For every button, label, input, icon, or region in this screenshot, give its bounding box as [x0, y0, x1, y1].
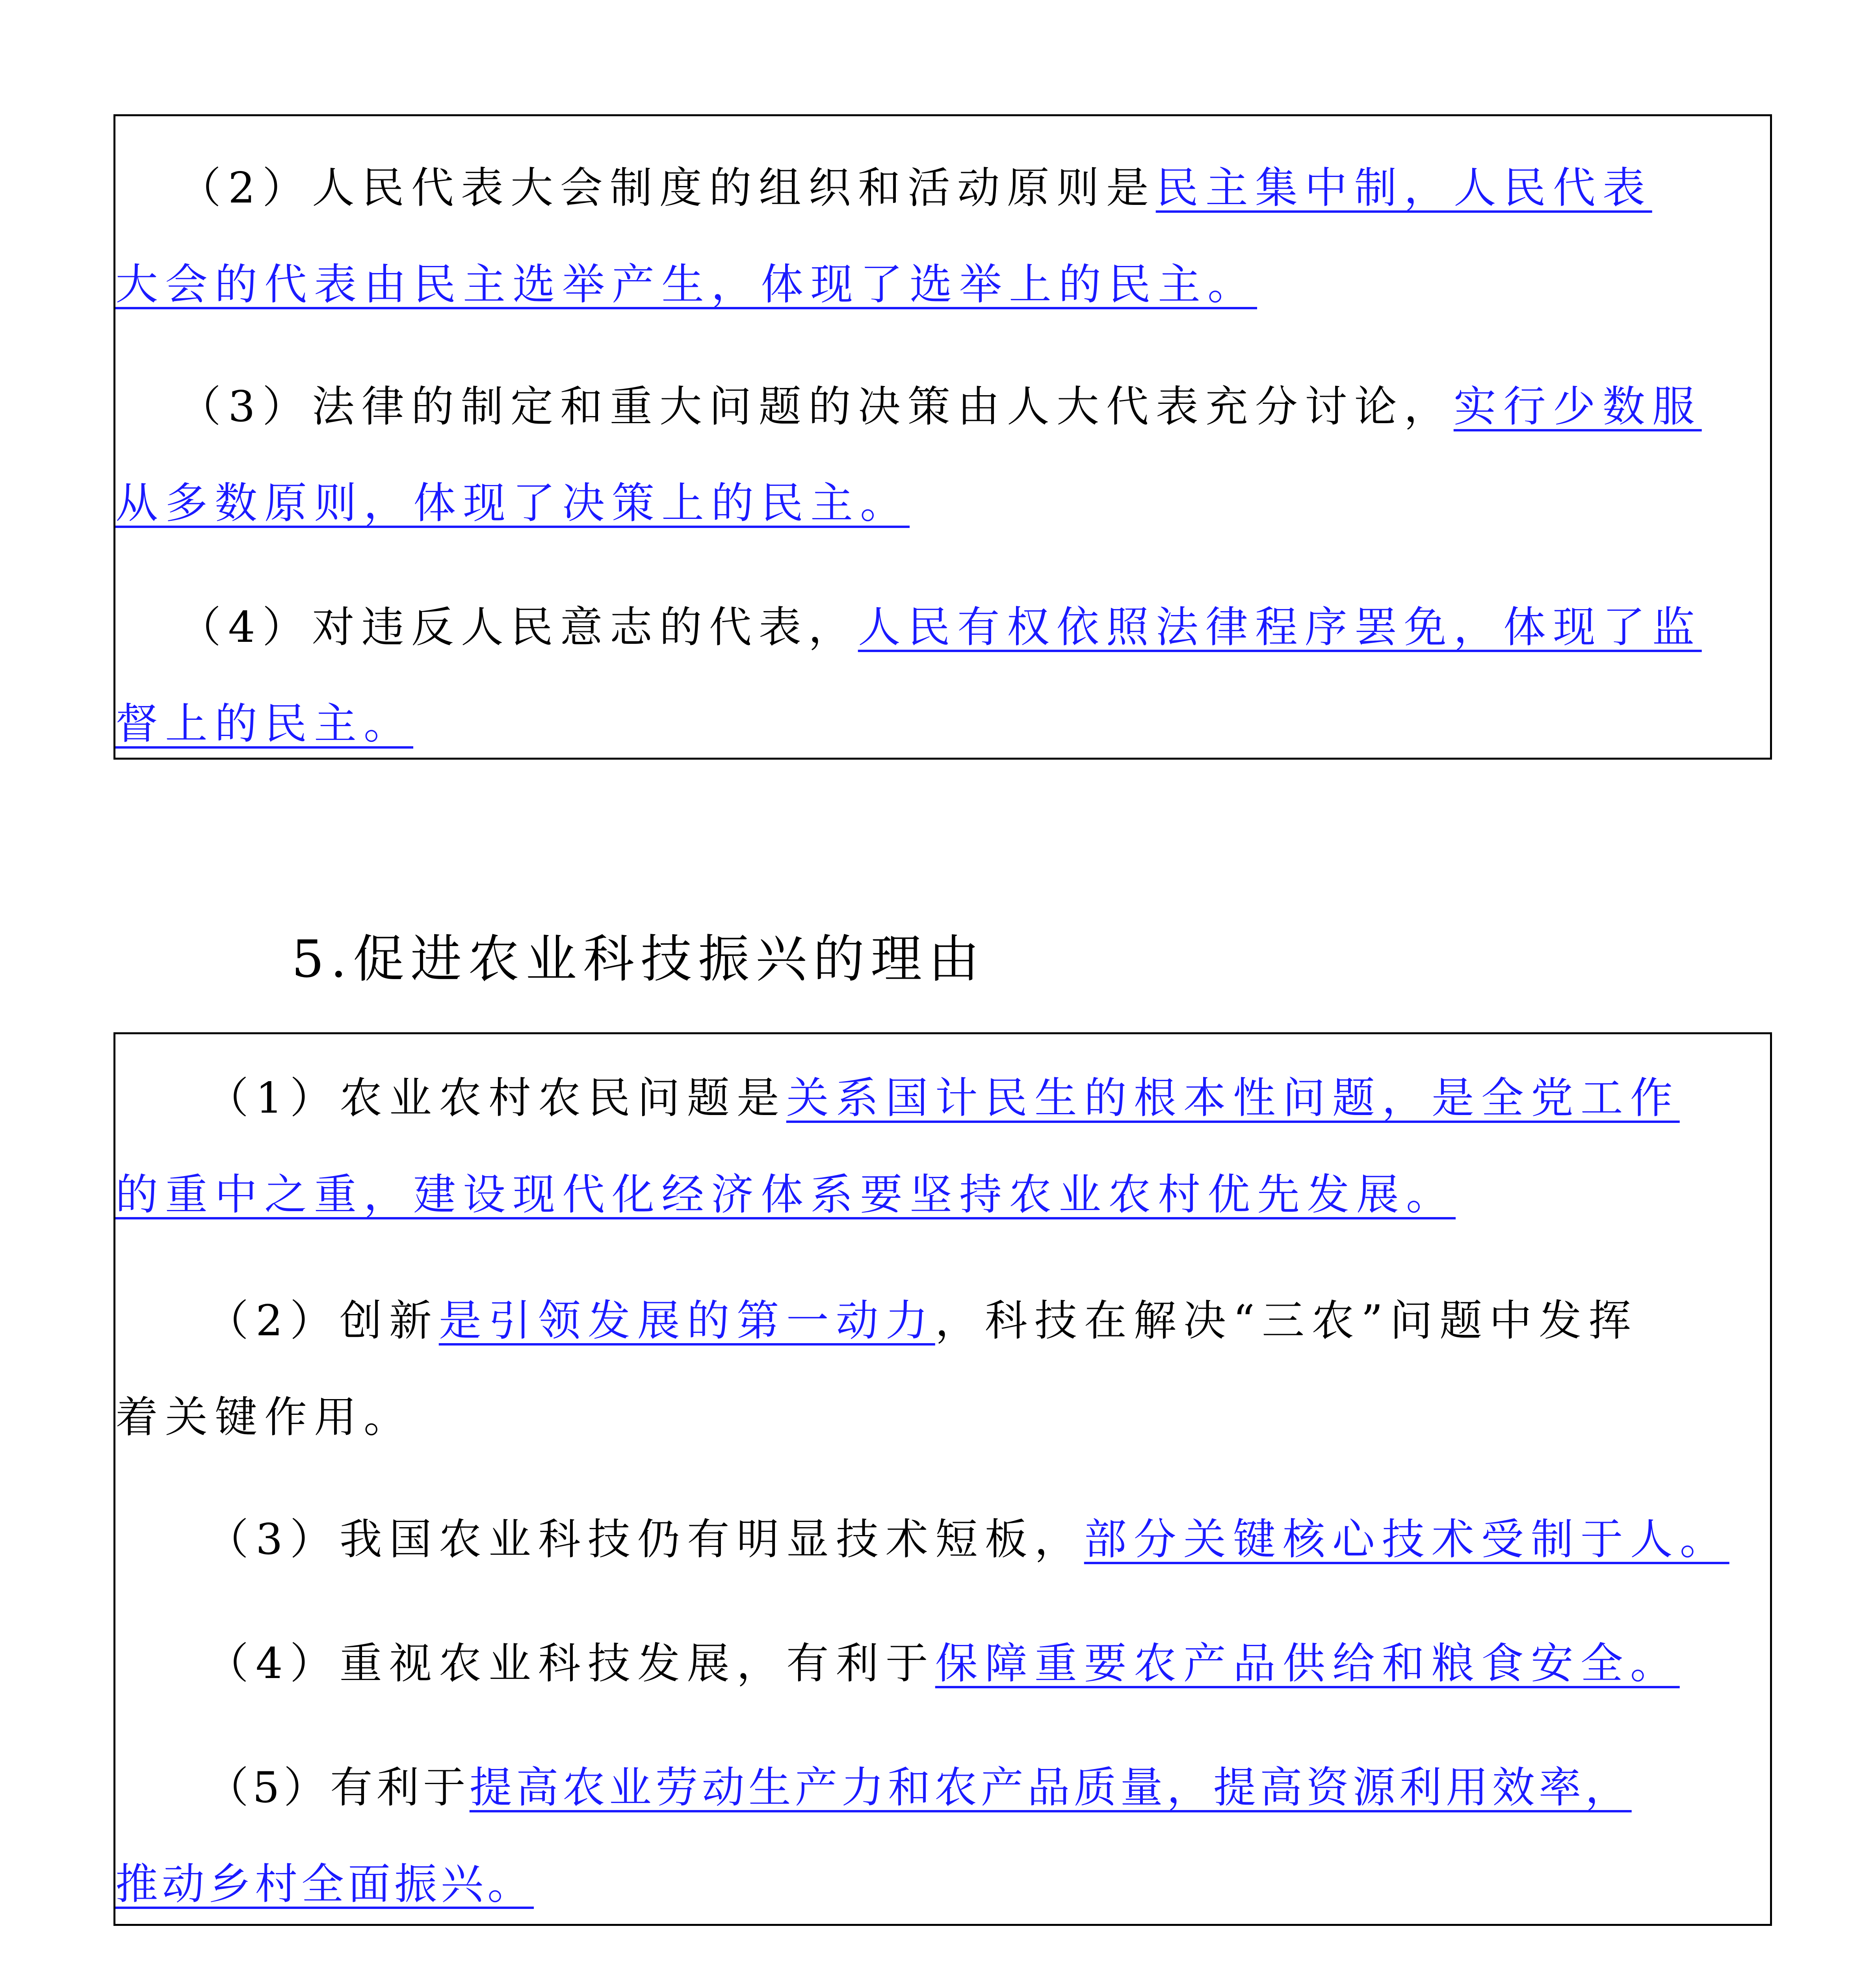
- paragraph-text: 我国农业科技仍有明显技术短板，: [339, 1515, 1084, 1564]
- section-5-heading: 5.促进农业科技振兴的理由: [292, 929, 986, 989]
- paragraph-text: 有利于: [330, 1763, 470, 1812]
- item-number: （3）: [178, 382, 312, 431]
- item-number: （4）: [178, 603, 312, 652]
- paragraph-4: [115, 1615, 1770, 1712]
- paragraph-text: ，科技在解决“三农”问题中发挥: [935, 1296, 1638, 1346]
- underlined-answer: 从多数原则，体现了决策上的民主。: [115, 479, 910, 528]
- answer-box-2: [113, 1032, 1772, 1926]
- underlined-answer: 是引领发展的第一动力: [438, 1296, 935, 1346]
- paragraph-2: [115, 1273, 1770, 1466]
- paragraph-text: 对违反人民意志的代表，: [312, 603, 858, 652]
- underlined-answer: 部分关键核心技术受制于人。: [1084, 1515, 1729, 1564]
- underlined-answer: 人民有权依照法律程序罢免，体现了监: [858, 603, 1702, 652]
- paragraph-text: 农业农村农民问题是: [339, 1074, 786, 1123]
- item-number: （5）: [206, 1763, 330, 1812]
- paragraph-4: [115, 579, 1770, 772]
- underlined-answer: 实行少数服: [1453, 382, 1702, 431]
- paragraph-1: [115, 1050, 1770, 1243]
- item-number: （4）: [206, 1639, 340, 1688]
- underlined-answer: 推动乡村全面振兴。: [115, 1860, 534, 1909]
- answer-box-1: [113, 114, 1772, 760]
- paragraph-text: 人民代表大会制度的组织和活动原则是: [312, 164, 1156, 213]
- paragraph-3: [115, 359, 1770, 552]
- paragraph-3: [115, 1491, 1770, 1588]
- item-number: （3）: [206, 1515, 340, 1564]
- paragraph-5: [115, 1740, 1770, 1933]
- paragraph-text: 重视农业科技发展，有利于: [339, 1639, 935, 1688]
- item-number: （2）: [206, 1296, 340, 1346]
- underlined-answer: 提高农业劳动生产力和农产品质量，提高资源利用效率，: [469, 1763, 1632, 1812]
- underlined-answer: 的重中之重，建设现代化经济体系要坚持农业农村优先发展。: [115, 1170, 1456, 1219]
- paragraph-text: 着关键作用。: [115, 1393, 414, 1442]
- underlined-answer: 关系国计民生的根本性问题，是全党工作: [786, 1074, 1680, 1123]
- underlined-answer: 民主集中制，人民代表: [1155, 164, 1652, 213]
- item-number: （1）: [206, 1074, 340, 1123]
- paragraph-2: [115, 140, 1770, 333]
- underlined-answer: 保障重要农产品供给和粮食安全。: [935, 1639, 1680, 1688]
- underlined-answer: 大会的代表由民主选举产生，体现了选举上的民主。: [115, 260, 1257, 309]
- paragraph-text: 法律的制定和重大问题的决策由人大代表充分讨论，: [312, 382, 1454, 431]
- underlined-answer: 督上的民主。: [115, 699, 414, 749]
- paragraph-text: 创新: [339, 1296, 439, 1346]
- item-number: （2）: [178, 164, 312, 213]
